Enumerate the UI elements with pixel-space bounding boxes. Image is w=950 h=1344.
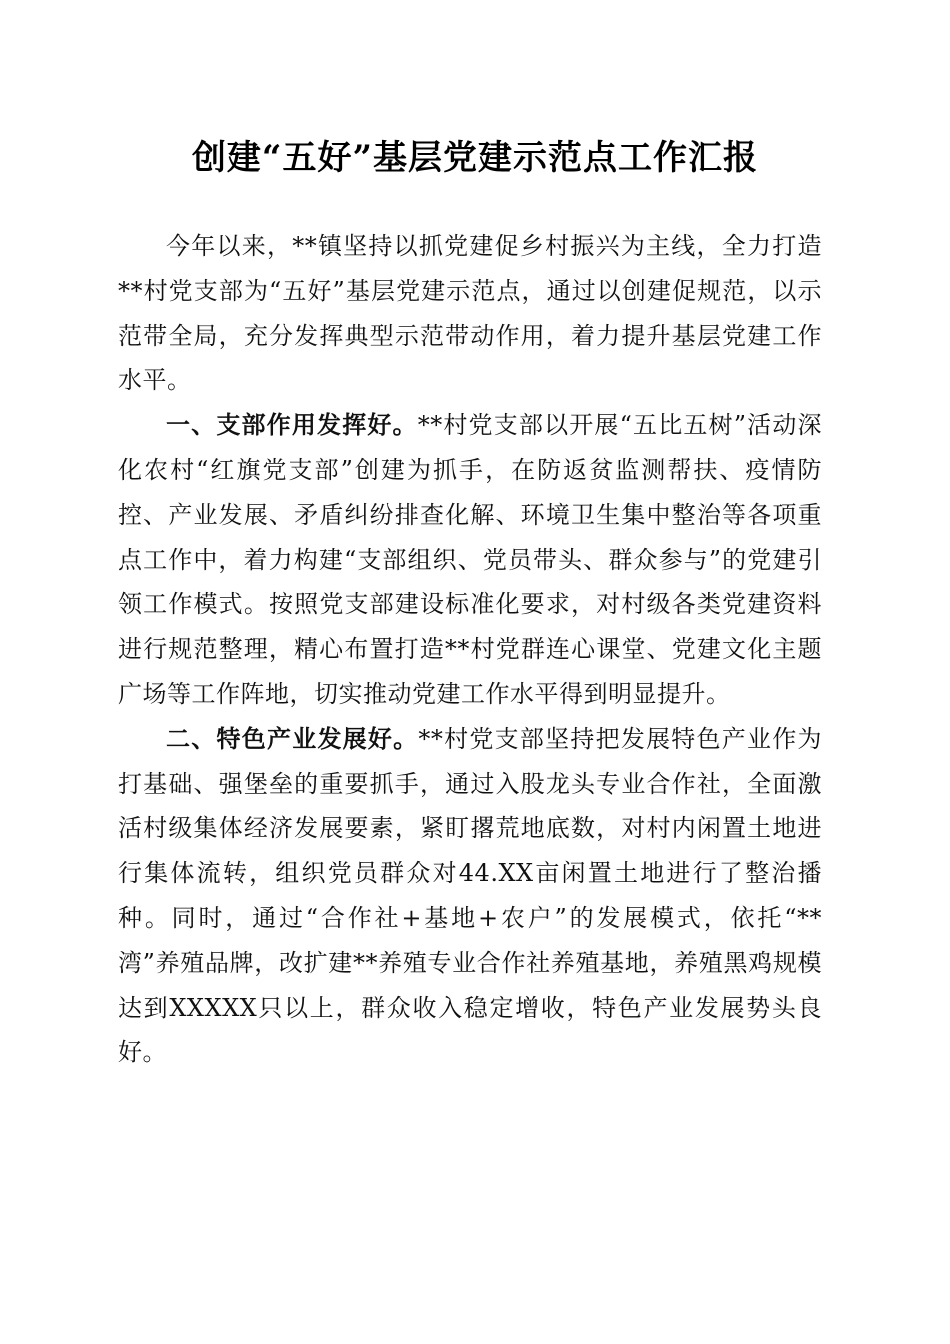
intro-text: 今年以来，**镇坚持以抓党建促乡村振兴为主线，全力打造**村党支部为“五好”基层党建示范点，通过以创建促规范，以示范带全局，充分发挥典型示范带动作用，着力提升基层党建工作水平。 (118, 232, 822, 395)
section-2-heading: 二、特色产业发展好。 (166, 724, 419, 753)
section-1-paragraph (118, 403, 822, 717)
section-1-text: **村党支部以开展“五比五树”活动深化农村“红旗党支部”创建为抓手，在防返贫监测帮扶、疫情防控、产业发展、矛盾纠纷排查化解、环境卫生集中整治等各项重点工作中，着力构建“支部组织、党员带头、群众参与”的党建引领工作模式。按照党支部建设标准化要求，对村级各类党建资料进行规范整理，精心布置打造**村党群连心课堂、党建文化主题广场等工作阵地，切实推动党建工作水平得到明显提升。 (118, 411, 822, 708)
document-body (118, 224, 822, 1075)
section-2-paragraph (118, 717, 822, 1075)
intro-paragraph (118, 224, 822, 403)
document-title: 创建“五好”基层党建示范点工作汇报 (191, 138, 759, 178)
section-2-text: **村党支部坚持把发展特色产业作为打基础、强堡垒的重要抓手，通过入股龙头专业合作社，全面激活村级集体经济发展要素，紧盯撂荒地底数，对村内闲置土地进行集体流转，组织党员群众对44.XX亩闲置土地进行了整治播种。同时，通过“合作社+基地+农户”的发展模式，依托“**湾”养殖品牌，改扩建**养殖专业合作社养殖基地，养殖黑鸡规模达到XXXXX只以上，群众收入稳定增收，特色产业发展势头良好。 (118, 724, 823, 1067)
section-1-heading: 一、支部作用发挥好。 (166, 411, 418, 440)
